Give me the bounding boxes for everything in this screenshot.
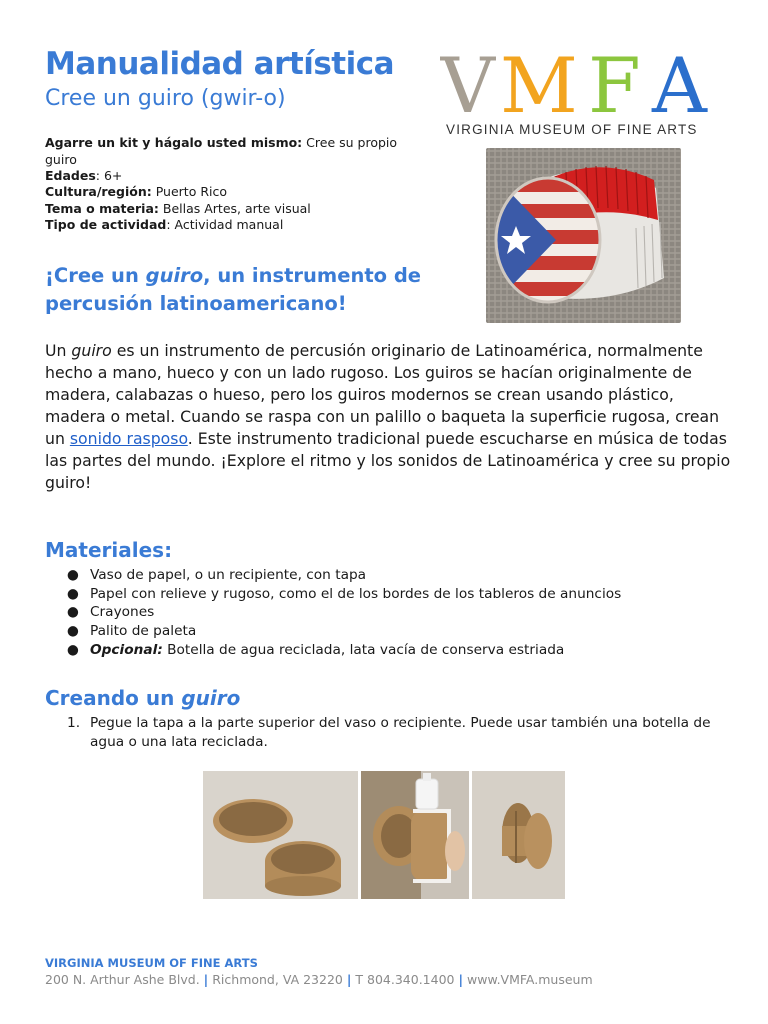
meta-ages: Edades: 6+ <box>45 168 123 183</box>
list-item: ● Crayones <box>67 604 155 621</box>
logo-letter-m: M <box>500 44 578 130</box>
logo-letter-a: A <box>652 44 707 130</box>
website-link[interactable]: www.VMFA.museum <box>467 972 593 987</box>
meta-kit: Agarre un kit y hágalo usted mismo: Cree su propio guiro <box>45 135 398 167</box>
step-photo-lid-and-cup <box>203 771 358 899</box>
guiro-photo <box>486 148 681 323</box>
steps-list <box>45 714 715 752</box>
bullet-icon: ● <box>67 567 79 583</box>
list-item: ● Opcional: Botella de agua reciclada, lata vacía de conserva estriada <box>67 641 565 658</box>
footer-contact: 200 N. Arthur Ashe Blvd. | Richmond, VA 23220 | T 804.340.1400 | www.VMFA.museum <box>45 972 593 987</box>
logo-letter-v: V <box>440 44 495 130</box>
list-item: 1. Pegue la tapa a la parte superior del vaso o recipiente. Puede usar también una botella de agua o una lata reciclada. <box>67 715 711 750</box>
footer-org: VIRGINIA MUSEUM OF FINE ARTS <box>45 956 258 970</box>
creating-heading: Creando un guiro <box>45 686 241 710</box>
meta-subject: Tema o materia: Bellas Artes, arte visual <box>45 200 311 216</box>
bullet-icon: ● <box>67 604 79 621</box>
list-item: ● Vaso de papel, o un recipiente, con tapa <box>67 567 367 583</box>
step-photo-assembled <box>472 771 565 899</box>
bullet-icon: ● <box>67 623 79 640</box>
page-subtitle: Cree un guiro (gwir-o) <box>45 86 286 111</box>
meta-culture: Cultura/región: Puerto Rico <box>45 184 228 199</box>
list-item: ● Palito de paleta <box>67 623 197 640</box>
materials-heading: Materiales: <box>45 538 173 562</box>
list-item: ● Papel con relieve y rugoso, como el de los bordes de los tableros de anuncios <box>67 585 622 602</box>
meta-activity-type: Tipo de actividad: Actividad manual <box>45 217 284 232</box>
logo-caption: VIRGINIA MUSEUM OF FINE ARTS <box>446 122 698 137</box>
page-title: Manualidad artística <box>45 46 395 82</box>
logo-letter-f: F <box>588 44 641 130</box>
bullet-icon: ● <box>67 585 79 602</box>
bullet-icon: ● <box>67 641 79 658</box>
intro-paragraph: Un guiro es un instrumento de percusión originario de Latinoamérica, normalmente hecho a mano, hueco y con un lado rugoso. Los guiros se hacían originalmente de madera, calabazas o hueso, pero los guiros modernos se crean usando plástico, madera o metal. Cuando se raspa con un palillo o baqueta la superficie rugosa, crean un sonido rasposo. Este instrumento tradicional puede escucharse en música de todas las partes del mundo. ¡Explore el ritmo y los sonidos de Latinoamérica y cree su propio guiro! <box>45 341 731 492</box>
materials-list <box>45 566 745 660</box>
vmfa-logo <box>440 44 725 139</box>
intro-heading: ¡Cree un guiro, un instrumento de percusión latinoamericano! <box>45 264 422 315</box>
step-photo-gluing <box>361 771 469 899</box>
sonido-rasposo-link[interactable]: sonido rasposo <box>69 429 188 448</box>
